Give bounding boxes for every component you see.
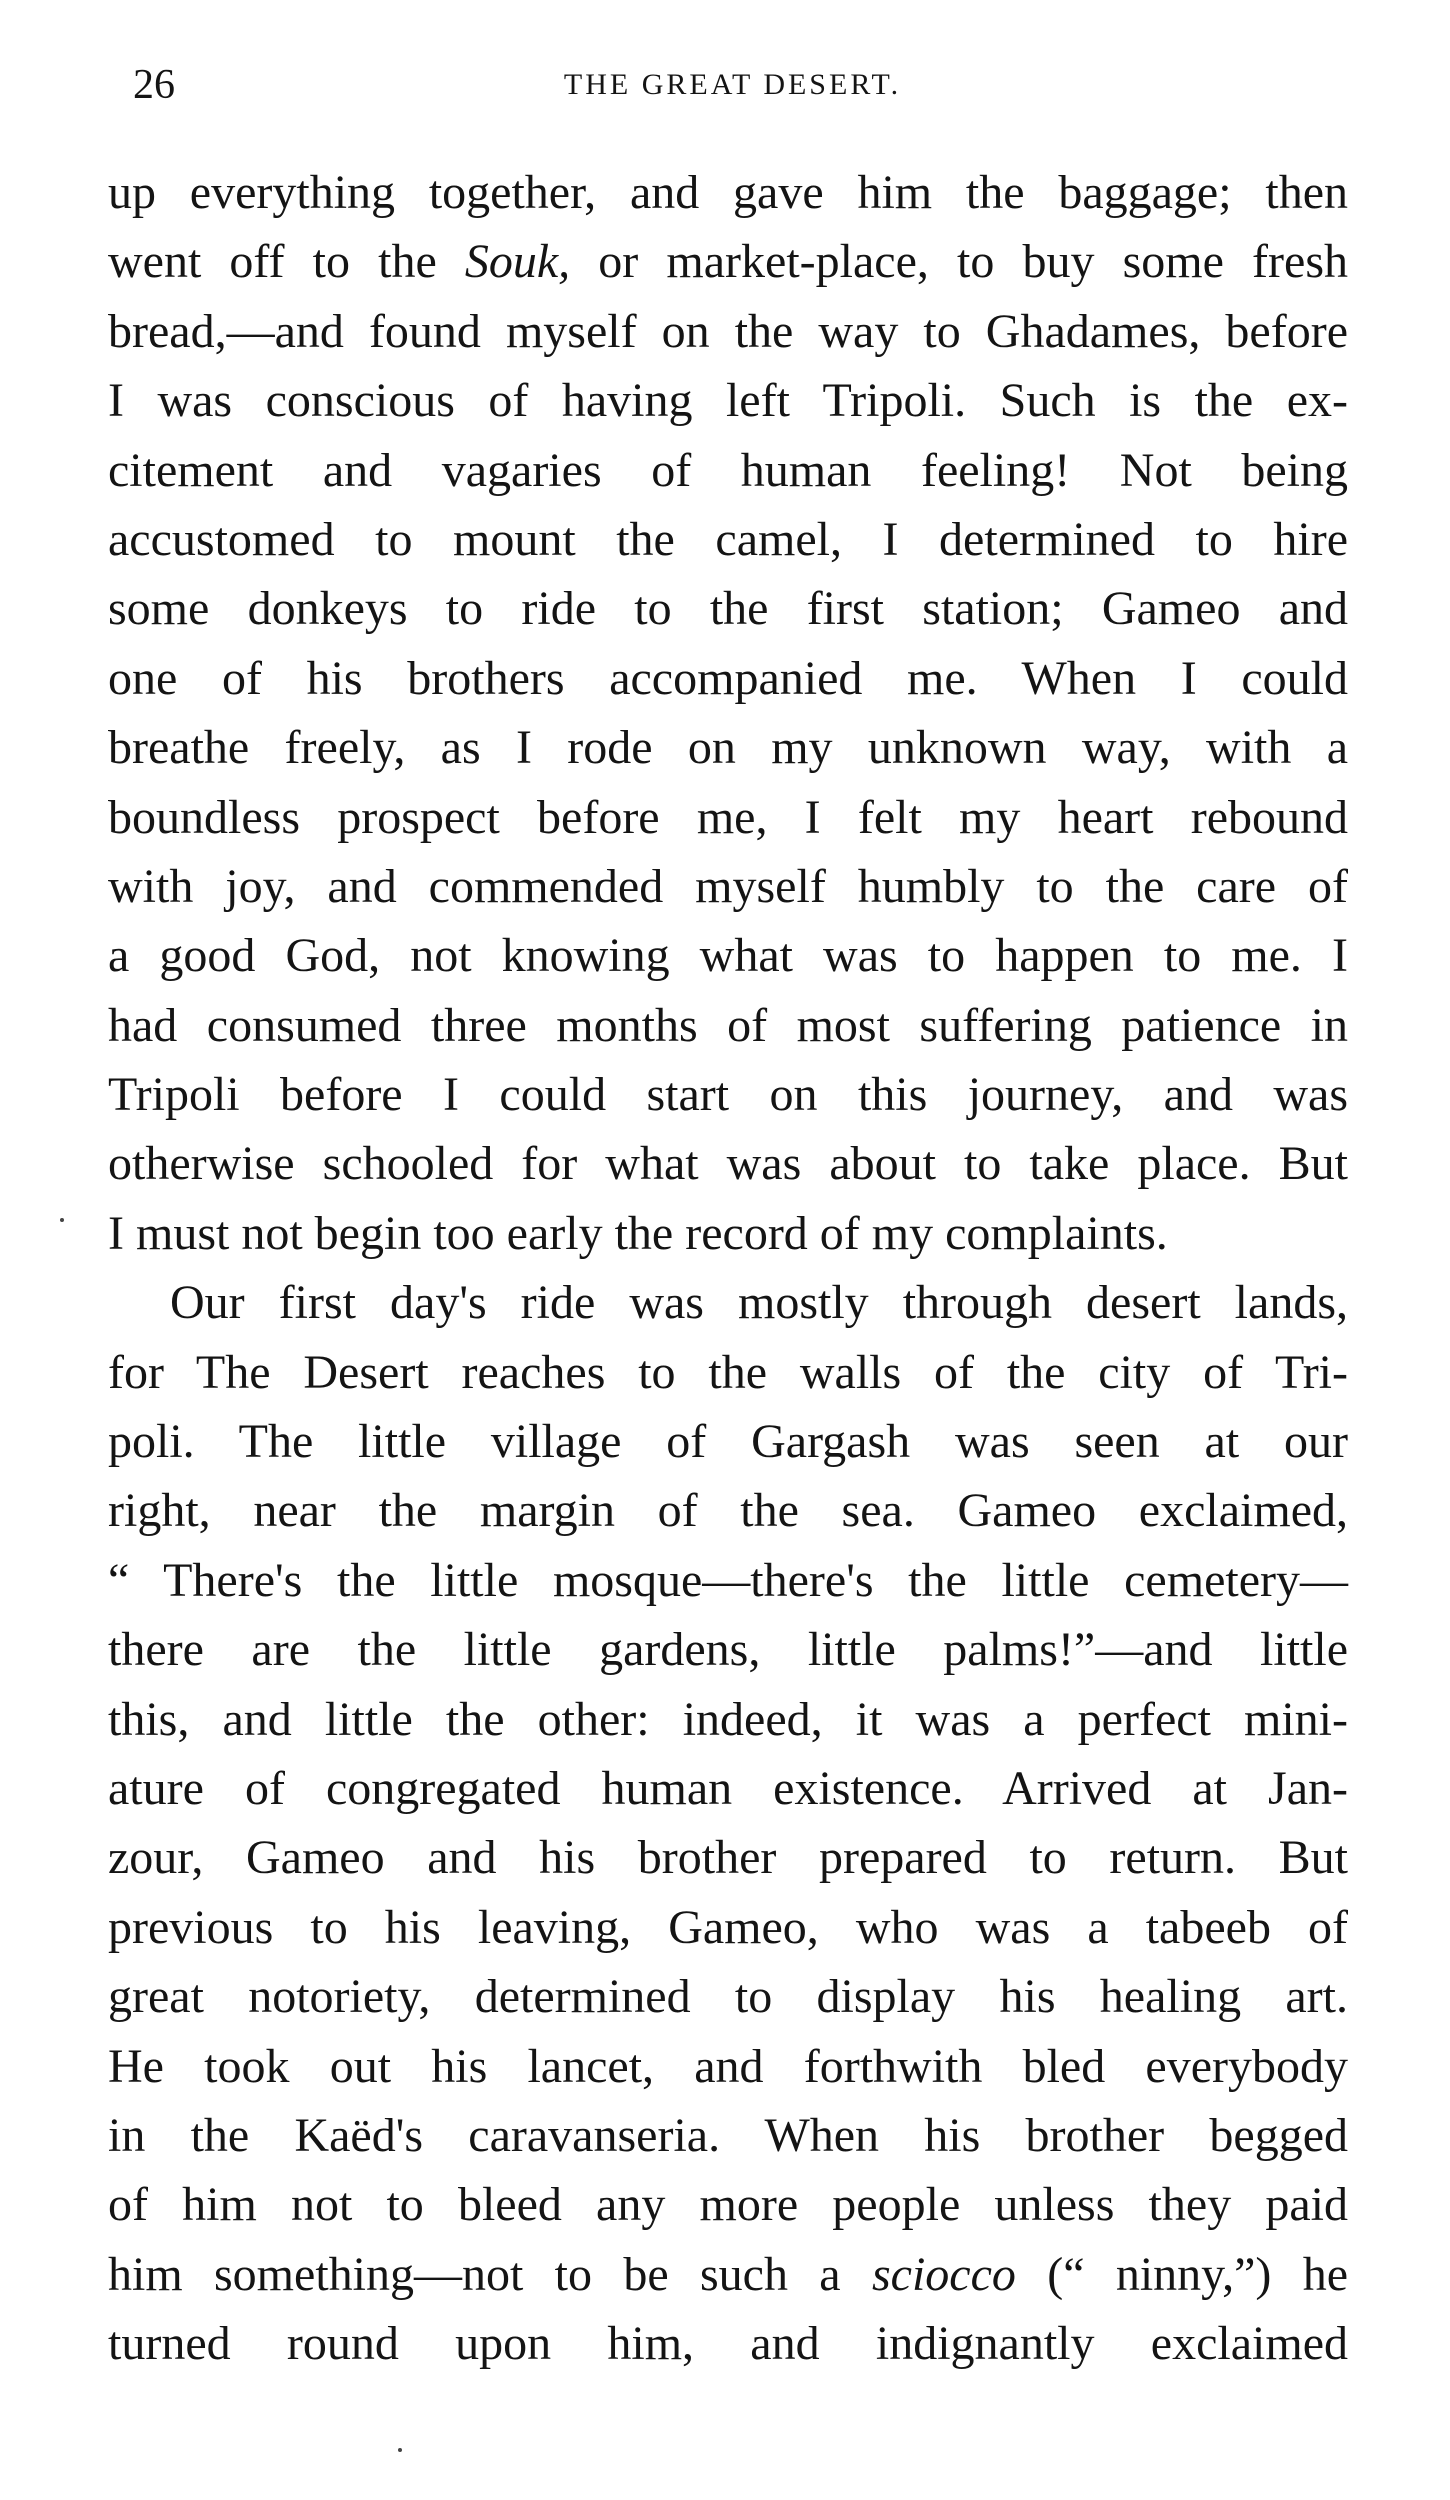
text-line: He took out his lancet, and forthwith bled everybody <box>108 2039 1348 2093</box>
italic-word: Souk, <box>464 235 571 289</box>
ink-speck <box>60 1218 64 1222</box>
text-line: citement and vagaries of human feeling! Not being <box>108 443 1348 497</box>
text-line: boundless prospect before me, I felt my heart rebound <box>108 790 1348 844</box>
text-line: ature of congregated human existence. Arrived at Jan- <box>108 1761 1348 1815</box>
text-line: for The Desert reaches to the walls of the city of Tri- <box>108 1345 1348 1399</box>
text-line: of him not to bleed any more people unless they paid <box>108 2178 1348 2232</box>
body-text <box>108 158 1348 2379</box>
text-line: accustomed to mount the camel, I determined to hire <box>108 512 1348 566</box>
page-header <box>125 55 1340 115</box>
text-line: turned round upon him, and indignantly exclaimed <box>108 2317 1348 2371</box>
text-line: I was conscious of having left Tripoli. Such is the ex- <box>108 374 1348 428</box>
text-line: up everything together, and gave him the baggage; then <box>108 166 1348 219</box>
running-title: THE GREAT DESERT. <box>563 68 902 101</box>
text-line: in the Kaëd's caravanseria. When his brother begged <box>108 2108 1348 2162</box>
text-line: there are the little gardens, little palms!”—and little <box>108 1623 1348 1677</box>
text-line: great notoriety, determined to display his healing art. <box>108 1970 1348 2024</box>
text-line: one of his brothers accompanied me. When I could <box>108 651 1348 705</box>
ink-speck <box>398 2448 402 2452</box>
text-line: zour, Gameo and his brother prepared to return. But <box>108 1831 1348 1885</box>
text-segment: or market-place, to buy some fresh <box>570 235 1349 289</box>
text-line: this, and little the other: indeed, it was a perfect mini- <box>108 1692 1348 1746</box>
page-number: 26 <box>133 62 175 108</box>
text-line: with joy, and commended myself humbly to the care of <box>108 859 1348 913</box>
text-line: “ There's the little mosque—there's the little cemetery— <box>108 1553 1348 1607</box>
text-line: bread,—and found myself on the way to Ghadames, before <box>108 304 1348 358</box>
paragraph-start-line: Our first day's ride was mostly through desert lands, <box>170 1276 1348 1330</box>
text-line: had consumed three months of most suffering patience in <box>108 998 1348 1052</box>
text-line <box>108 227 1348 296</box>
paragraph-end-line: I must not begin too early the record of my complaints. <box>108 1206 1168 1260</box>
text-line: some donkeys to ride to the first station; Gameo and <box>108 582 1348 636</box>
text-line: right, near the margin of the sea. Gameo exclaimed, <box>108 1484 1348 1538</box>
text-segment: (“ ninny,”) he <box>1015 2247 1348 2301</box>
text-line: poli. The little village of Gargash was seen at our <box>108 1415 1348 1469</box>
text-line <box>108 2240 1348 2309</box>
text-segment: him something—not to be such a <box>108 2247 872 2301</box>
text-line: a good God, not knowing what was to happen to me. I <box>108 929 1348 983</box>
text-line: breathe freely, as I rode on my unknown way, with a <box>108 721 1348 775</box>
italic-word: sciocco <box>871 2247 1016 2301</box>
text-line: Tripoli before I could start on this journey, and was <box>108 1068 1348 1122</box>
text-line: otherwise schooled for what was about to take place. But <box>108 1137 1348 1191</box>
text-segment: went off to the <box>108 235 465 289</box>
text-line: previous to his leaving, Gameo, who was a tabeeb of <box>108 1900 1348 1954</box>
